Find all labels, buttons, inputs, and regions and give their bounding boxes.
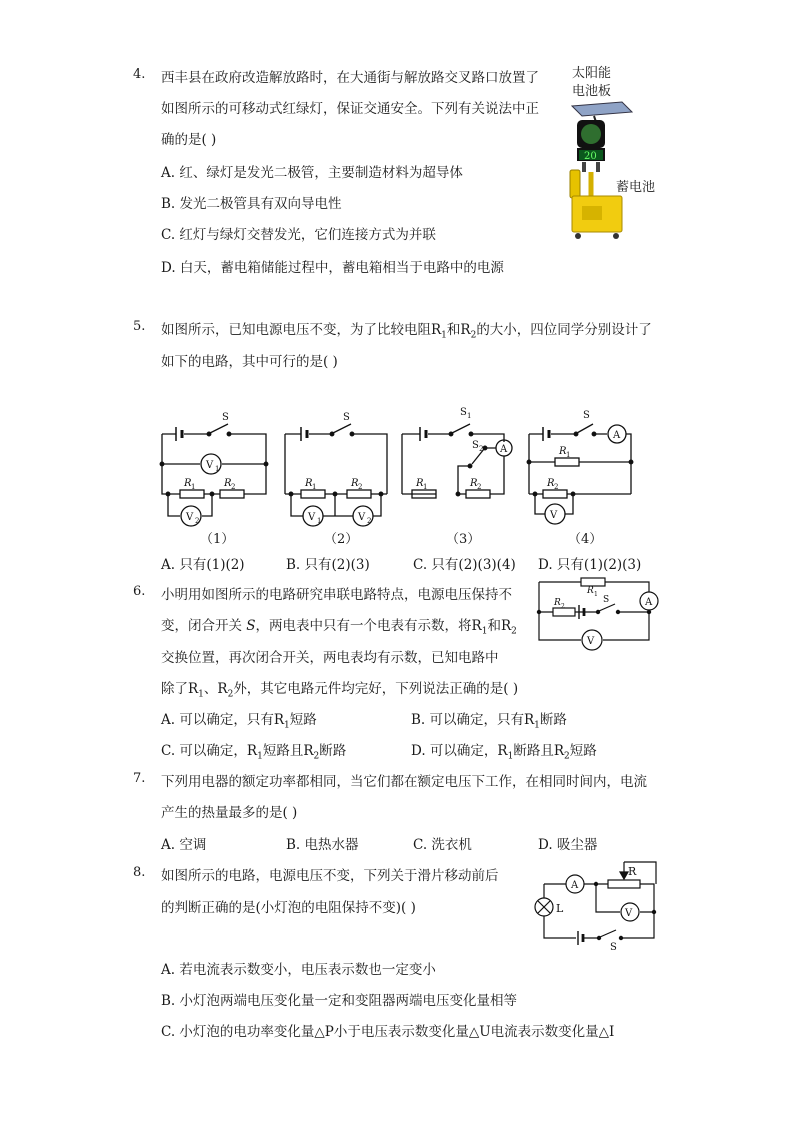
q4-option-a[interactable]: A. 红、绿灯是发光二极管，主要制造材料为超导体	[161, 165, 463, 181]
svg-text:R: R	[470, 478, 478, 489]
q7-option-d[interactable]: D. 吸尘器	[538, 837, 598, 853]
svg-text:1: 1	[467, 412, 472, 420]
q5-number: 5.	[133, 319, 146, 334]
svg-text:2: 2	[358, 483, 363, 491]
svg-text:V: V	[358, 512, 366, 523]
svg-text:S: S	[222, 412, 229, 423]
q6-option-c[interactable]: C. 可以确定，$R_1$短路且$R_2$断路	[161, 743, 347, 762]
svg-text:S: S	[460, 407, 467, 418]
svg-text:V: V	[587, 636, 595, 647]
q7-option-b[interactable]: B. 电热水器	[286, 837, 359, 853]
svg-text:2: 2	[477, 483, 482, 491]
svg-text:A: A	[613, 430, 621, 441]
q5-circuit-4	[527, 408, 637, 528]
q4-stem-line-2: 如图所示的可移动式红绿灯，保证交通安全。下列有关说法中正	[161, 101, 539, 117]
svg-text:V: V	[625, 908, 633, 919]
svg-text:S: S	[610, 942, 617, 953]
svg-text:2: 2	[479, 445, 484, 453]
svg-text:V: V	[308, 512, 316, 523]
q8-option-c[interactable]: C. 小灯泡的电功率变化量△P小于电压表示数变化量△U电流表示数变化量△I	[161, 1024, 615, 1040]
q8-option-b[interactable]: B. 小灯泡两端电压变化量一定和变阻器两端电压变化量相等	[161, 993, 518, 1009]
q8-number: 8.	[133, 865, 146, 880]
q5-option-a[interactable]: A. 只有(1)(2)	[161, 557, 245, 573]
display-digits: 20	[584, 151, 597, 162]
q6-stem-line-1: 小明用如图所示的电路研究串联电路特点，电源电压保持不	[161, 587, 512, 603]
q8-circuit	[532, 858, 660, 953]
q7-option-c[interactable]: C. 洗衣机	[413, 837, 472, 853]
svg-text:R: R	[547, 478, 555, 489]
svg-text:V: V	[186, 512, 194, 523]
q7-number: 7.	[133, 771, 146, 786]
q7-stem-line-2: 产生的热量最多的是( )	[161, 805, 298, 821]
q4-number: 4.	[133, 67, 146, 82]
q6-stem-line-3: 交换位置，再次闭合开关，两电表均有示数，已知电路中	[161, 650, 499, 666]
q6-number: 6.	[133, 584, 146, 599]
svg-text:V: V	[550, 510, 558, 521]
svg-text:S: S	[583, 410, 590, 421]
svg-text:1: 1	[566, 451, 571, 459]
q4-option-c[interactable]: C. 红灯与绿灯交替发光，它们连接方式为并联	[161, 227, 436, 243]
svg-text:R: R	[351, 478, 359, 489]
q5-circuit-1	[160, 410, 270, 528]
q6-option-d[interactable]: D. 可以确定，$R_1$断路且$R_2$短路	[411, 743, 597, 762]
svg-text:1: 1	[215, 465, 220, 473]
q6-option-b[interactable]: B. 可以确定，只有$R_1$断路	[411, 712, 567, 731]
q5-stem-line-1: 如图所示，已知电源电压不变，为了比较电阻$R_1$和$R_2$的大小，四位同学分别设计了	[161, 322, 652, 341]
q7-stem-line-1: 下列用电器的额定功率都相同，当它们都在额定电压下工作，在相同时间内，电流	[161, 774, 647, 790]
svg-text:1: 1	[317, 517, 322, 525]
svg-text:S: S	[603, 595, 610, 605]
q6-stem-line-2: 变，闭合开关 S，两电表中只有一个电表有示数，将$R_1$和$R_2$	[161, 618, 517, 637]
q4-stem-line-1: 西丰县在政府改造解放路时，在大通街与解放路交叉路口放置了	[161, 70, 539, 86]
q6-stem-line-4: 除了$R_1$、$R_2$外，其它电路元件均完好，下列说法正确的是( )	[161, 681, 519, 700]
svg-text:R: R	[628, 865, 637, 878]
q5-caption-1: （1）	[200, 532, 235, 547]
q5-stem-line-2: 如下的电路，其中可行的是( )	[161, 354, 338, 370]
q5-option-b[interactable]: B. 只有(2)(3)	[286, 557, 370, 573]
q5-caption-4: （4）	[568, 532, 603, 547]
svg-text:R: R	[416, 478, 424, 489]
solar-label-2: 电池板	[572, 84, 612, 99]
q5-circuit-2	[283, 410, 393, 528]
svg-text:A: A	[500, 444, 508, 455]
solar-label-1: 太阳能	[572, 66, 612, 81]
q5-option-c[interactable]: C. 只有(2)(3)(4)	[413, 557, 516, 573]
svg-text:2: 2	[231, 483, 236, 491]
q8-option-a[interactable]: A. 若电流表示数变小，电压表示数也一定变小	[161, 962, 436, 978]
svg-text:S: S	[343, 412, 350, 423]
q6-option-a[interactable]: A. 可以确定，只有$R_1$短路	[161, 712, 317, 731]
q4-option-b[interactable]: B. 发光二极管具有双向导电性	[161, 196, 342, 212]
q5-option-d[interactable]: D. 只有(1)(2)(3)	[538, 557, 642, 573]
svg-text:R: R	[587, 586, 594, 596]
svg-text:L: L	[556, 902, 564, 915]
svg-text:1: 1	[191, 483, 196, 491]
q6-circuit	[535, 574, 660, 658]
svg-text:R: R	[184, 478, 192, 489]
q5-circuit-3	[400, 406, 520, 528]
svg-text:R: R	[224, 478, 232, 489]
svg-text:A: A	[571, 880, 579, 891]
svg-text:2: 2	[195, 517, 200, 525]
traffic-light-figure	[560, 96, 640, 241]
q4-stem-line-3: 确的是( )	[161, 132, 217, 148]
svg-text:2: 2	[561, 603, 565, 610]
svg-text:R: R	[554, 598, 561, 608]
svg-text:1: 1	[312, 483, 317, 491]
svg-text:R: R	[305, 478, 313, 489]
q5-caption-2: （2）	[324, 532, 359, 547]
q8-stem-line-2: 的判断正确的是(小灯泡的电阻保持不变)( )	[161, 900, 416, 916]
svg-text:2: 2	[367, 517, 372, 525]
q5-caption-3: （3）	[446, 532, 481, 547]
q7-option-a[interactable]: A. 空调	[161, 837, 207, 853]
svg-text:2: 2	[554, 483, 559, 491]
q8-stem-line-1: 如图所示的电路，电源电压不变，下列关于滑片移动前后	[161, 868, 499, 884]
svg-text:1: 1	[423, 483, 428, 491]
svg-text:R: R	[559, 446, 567, 457]
q4-option-d[interactable]: D. 白天，蓄电箱储能过程中，蓄电箱相当于电路中的电源	[161, 260, 504, 276]
svg-text:S: S	[472, 440, 479, 451]
svg-text:V: V	[206, 460, 214, 471]
battery-label: 蓄电池	[616, 180, 656, 195]
svg-text:A: A	[645, 597, 653, 608]
svg-text:1: 1	[594, 591, 598, 598]
